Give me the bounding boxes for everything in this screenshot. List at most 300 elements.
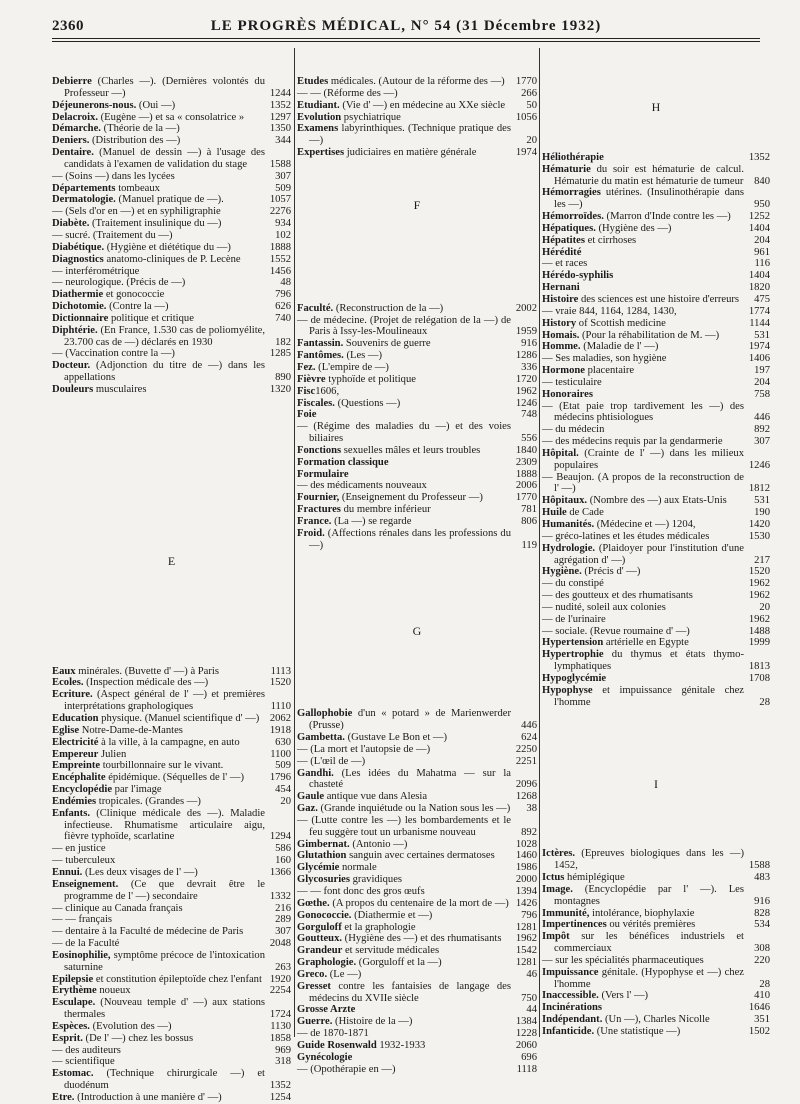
index-entry [542,294,770,306]
entry-page-number: 1366 [269,866,291,878]
entry-description: (Oui —) [136,99,176,111]
entry-description: sexuelles mâles et leurs troubles [341,444,481,456]
index-entry [542,164,770,188]
entry-text [542,401,744,425]
entry-description: (Antonio —) [349,838,408,850]
entry-page-number: 2250 [515,743,537,755]
entry-page-number: 950 [754,199,770,211]
entry-headword: Gambetta. [297,732,345,743]
entry-description: typhoïde et politique [325,373,416,385]
entry-text [52,666,265,678]
entry-text [52,1056,265,1068]
entry-description: Julien [98,748,127,760]
entry-text [297,457,511,469]
entry-headword: Hypertrophie [542,649,604,661]
page-number: 2360 [52,18,84,34]
index-entry [52,384,291,396]
index-entry [297,480,537,492]
entry-description: physique. (Manuel scientifique d' —) [98,713,260,724]
entry-text [52,879,265,903]
entry-page-number: 1294 [269,831,291,843]
index-entry [542,884,770,908]
entry-description: — testiculaire [542,376,602,388]
index-entry [297,1004,537,1016]
entry-text [52,725,265,737]
entry-text [297,768,511,792]
index-entry [542,955,770,967]
entry-text [52,171,265,183]
index-entry [542,1002,770,1014]
entry-headword: Docteur. [52,360,91,372]
entry-page-number: 344 [275,135,291,147]
entry-text [52,997,265,1021]
entry-page-number: 1962 [748,590,770,602]
entry-page-number: 1244 [269,87,291,99]
index-entry [52,348,291,360]
entry-text [52,808,265,844]
entry-text [52,677,265,689]
entry-description: psychiatrique [341,111,401,123]
index-entry [297,732,537,744]
entry-headword: Guerre. [297,1016,333,1028]
entry-text [297,1028,511,1040]
entry-page-number: 1426 [515,897,537,909]
entry-headword: Electricité [52,736,99,748]
index-entry [52,749,291,761]
entry-description: (Les deux visages de l' —) [82,866,198,878]
entry-text [297,910,511,922]
entry-page-number: 483 [754,872,770,884]
entry-headword: Expertises [297,147,345,159]
entry-headword: Homais. [542,329,580,341]
index-entry [297,88,537,100]
entry-page-number: 1488 [748,625,770,637]
index-entry [297,910,537,922]
entry-page-number: 509 [275,760,291,772]
index-entry [542,908,770,920]
entry-headword: Incinérations [542,1002,603,1014]
entry-page-number: 1297 [269,111,291,123]
entry-page-number: 160 [275,855,291,867]
index-entry [542,341,770,353]
entry-description: et impuissance génitale chez l'homme [554,684,744,708]
index-entry [52,266,291,278]
entry-text [297,147,511,159]
index-entry [52,242,291,254]
entry-headword: Impertinences [542,919,607,931]
entry-description: artérielle en Egypte [603,637,689,649]
entry-description: et servitude médicales [342,945,440,957]
entry-headword: Ictères. [542,848,576,860]
entry-page-number: 828 [754,907,770,919]
entry-page-number: 1113 [270,665,291,677]
entry-page-number: 1974 [515,147,537,159]
entry-page-number: 102 [275,229,291,241]
entry-description: — interférométrique [52,265,140,277]
entry-headword: Fiscales. [297,397,335,409]
entry-text [297,1016,511,1028]
entry-headword: Encéphalite [52,772,106,784]
entry-headword: Diabète. [52,218,90,230]
entry-page-number: 1404 [748,222,770,234]
entry-page-number: 307 [754,436,770,448]
entry-text [542,673,744,685]
entry-page-number: 1542 [515,945,537,957]
entry-text [542,531,744,543]
entry-page-number: 1520 [269,677,291,689]
entry-text [297,398,511,410]
entry-description: (Hygiène et diététique du —) [104,241,231,253]
entry-description: (Encyclopédie par l' —). Les montagnes [554,883,744,907]
entry-description: — de médecine. (Projet de relégation de la —) de Paris à Issy-les-Moulineaux [297,314,511,338]
entry-headword: Deniers. [52,135,90,147]
entry-description: (Technique chirurgicale —) et duodénum [64,1068,265,1092]
entry-description: (Médecine et —) 1204, [594,519,696,530]
entry-description: gravidiques [349,874,403,886]
entry-description: — de 1870-1871 [297,1028,369,1040]
index-entry [297,100,537,112]
index-entry [52,737,291,749]
index-entry [542,448,770,472]
entry-description: (Introduction à une manière d' —) [74,1092,222,1103]
index-entry [52,796,291,808]
index-entry [52,1021,291,1033]
entry-description: — (Régime des maladies du —) et des voies biliaires [297,421,511,445]
index-entry [542,685,770,709]
entry-headword: Hérédo-syphilis [542,270,614,282]
entry-text [52,749,265,761]
index-entry [297,945,537,957]
entry-text [52,325,265,349]
entry-text [52,760,265,772]
entry-text [52,950,265,974]
entry-description: — du médecin [542,424,605,436]
entry-description: (Ce que devrait être le programme de l' —) secondaire [64,878,265,902]
section-letter-f: F [413,197,421,212]
entry-description: musculaires [93,383,147,395]
entry-description: (Les —) [343,350,383,362]
entry-description: ou vérités premières [606,919,696,931]
entry-headword: Hépatites [542,234,585,246]
entry-headword: Hémorragies [542,187,601,199]
index-entry [52,1056,291,1068]
entry-page-number: 2006 [515,480,537,492]
index-entry [297,374,537,386]
entry-headword: Debierre [52,76,92,87]
index-entry [297,768,537,792]
entry-page-number: 1552 [269,253,291,265]
entry-description: — sociale. (Revue roumaine d' —) [542,625,690,637]
entry-text [297,362,511,374]
entry-text [542,306,744,318]
entry-headword: Eglise [52,724,80,736]
entry-headword: Ecoles. [52,677,84,689]
entry-text [542,602,744,614]
entry-description: — des médicaments nouveaux [297,480,427,492]
entry-description: (Gorguloff et la —) [356,957,442,969]
entry-page-number: 796 [521,909,537,921]
entry-page-number: 263 [275,961,291,973]
index-entry [297,969,537,981]
index-entry [542,507,770,519]
entry-headword: Dermatologie. [52,194,116,206]
index-entry [52,867,291,879]
entry-page-number: 307 [275,170,291,182]
entry-headword: Honoraires [542,388,594,400]
entry-page-number: 696 [521,1051,537,1063]
entry-headword: Inaccessible. [542,990,599,1002]
index-entry [542,673,770,685]
entry-page-number: 892 [754,424,770,436]
entry-text [297,981,511,1005]
entry-headword: Fonctions [297,444,342,456]
entry-page-number: 916 [521,338,537,350]
entry-description: Souvenirs de guerre [343,338,431,350]
entry-headword: Grandeur [297,945,343,957]
entry-page-number: 1144 [749,317,770,329]
entry-description: anatomo-cliniques de P. Lecène [103,253,241,265]
entry-page-number: 1530 [748,530,770,542]
entry-page-number: 2062 [269,713,291,724]
entry-page-number: 2251 [515,755,537,767]
entry-page-number: 1888 [515,468,537,480]
entry-page-number: 44 [526,1004,537,1016]
entry-description: des sciences est une histoire d'erreurs [578,293,740,305]
entry-description: du thymus et états thymo-lymphatiques [554,649,744,673]
index-entry [297,398,537,410]
entry-text [297,957,511,969]
entry-page-number: 204 [754,376,770,388]
index-entry [52,725,291,737]
index-entry [297,350,537,362]
entry-page-number: 307 [275,926,291,938]
column-divider [294,48,295,1037]
entry-description: (De l' —) chez les bossus [82,1032,194,1044]
entry-description: génitale. (Hypophyse et —) chez l'homme [554,966,744,990]
entry-headword: Diathermie [52,289,104,301]
index-entry [542,472,770,496]
index-entry [297,922,537,934]
entry-description: placentaire [584,365,635,377]
entry-headword: Déjeunerons-nous. [52,99,137,111]
entry-description: — des goutteux et des rhumatisants [542,590,693,602]
index-entry [52,1033,291,1045]
entry-headword: Hormone [542,365,585,377]
entry-page-number: 806 [521,515,537,527]
entry-headword: Epilepsie [52,973,94,985]
entry-headword: Hypertension [542,637,604,649]
entry-text [542,1014,744,1026]
entry-description: — sur les spécialités pharmaceutiques [542,954,704,966]
entry-text [542,258,744,270]
entry-headword: Impuissance [542,966,599,978]
index-entry [52,808,291,844]
entry-headword: Grosse Arzte [297,1004,356,1016]
index-entry [297,1052,537,1064]
index-entry [542,519,770,531]
entry-page-number: 220 [754,954,770,966]
entry-description: — sucré. (Traitement du —) [52,229,173,241]
entry-text [52,985,265,997]
entry-headword: Gonococcie. [297,909,352,921]
index-entry [297,147,537,159]
entry-page-number: 624 [521,732,537,743]
index-entry [297,1064,537,1076]
index-entry [297,1040,537,1052]
index-entry [52,313,291,325]
entry-page-number: 1100 [270,748,291,760]
index-entry [542,967,770,991]
entry-text [542,578,744,590]
index-entry [297,528,537,552]
entry-page-number: 840 [754,175,770,187]
entry-text [297,945,511,957]
index-entry [52,914,291,926]
entry-text [52,689,265,713]
entry-page-number: 410 [754,990,770,1002]
entry-headword: Fournier, [297,492,340,504]
entry-page-number: 1281 [515,957,537,969]
entry-text [52,254,265,266]
entry-description: (Précis d' —) [581,566,641,578]
entry-text [52,713,265,725]
entry-description: — (Soins —) dans les lycées [52,170,175,182]
entry-text [542,211,744,223]
entry-headword: Infanticide. [542,1026,595,1037]
index-entry [52,997,291,1021]
entry-page-number: 1254 [269,1092,291,1103]
entry-text [52,914,265,926]
entry-description: — du constipé [542,578,604,590]
entry-page-number: 2309 [515,456,537,468]
entry-page-number: 266 [521,87,537,99]
index-entry [542,1014,770,1026]
entry-text [542,543,744,567]
index-entry [542,578,770,590]
entry-page-number: 1646 [748,1002,770,1014]
entry-page-number: 1774 [748,305,770,317]
entry-page-number: 318 [275,1056,291,1068]
entry-page-number: 46 [526,968,537,980]
entry-page-number: 1350 [269,123,291,135]
index-entry [297,315,537,339]
entry-headword: Ictus [542,872,565,884]
entry-page-number: 1246 [748,459,770,471]
entry-description: (Reconstruction de la —) [333,302,444,314]
entry-page-number: 758 [754,388,770,400]
entry-text [542,685,744,709]
entry-headword: Etudiant. [297,99,340,111]
index-entry [542,649,770,673]
index-entry [542,365,770,377]
entry-text [297,421,511,445]
entry-headword: Froid. [297,527,325,539]
index-entry [52,950,291,974]
entry-description: (Evolution des —) [89,1020,172,1032]
entry-page-number: 2060 [515,1039,537,1051]
entry-description: — scientifique [52,1056,115,1068]
entry-description: (Distribution des —) [89,135,181,147]
entry-headword: Huile [542,507,567,519]
index-entry [52,843,291,855]
entry-text [297,886,511,898]
entry-page-number: 1406 [748,353,770,365]
entry-headword: Image. [542,883,573,895]
entry-headword: Immunité, [542,907,590,919]
entry-page-number: 1840 [515,444,537,456]
index-entry [297,469,537,481]
entry-description: (Pour la réhabilitation de M. —) [579,329,720,341]
entry-headword: Encyclopédie [52,784,113,796]
index-entry [542,566,770,578]
entry-page-number: 1974 [748,341,770,353]
entry-text [52,1068,265,1092]
entry-page-number: 216 [275,902,291,914]
entry-text [52,784,265,796]
entry-page-number: 1281 [515,921,537,933]
page-header [52,6,760,46]
entry-page-number: 740 [275,312,291,324]
entry-page-number: 796 [275,289,291,301]
entry-description: tombeaux [115,182,160,194]
entry-description: (Gustave Le Bon et —) [344,732,448,743]
index-entry [297,815,537,839]
entry-headword: Endémies [52,795,97,807]
entry-page-number: 1404 [748,270,770,282]
entry-text [52,1033,265,1045]
entry-headword: Impôt [542,931,570,943]
entry-description: de Cade [566,507,604,519]
entry-page-number: 1770 [515,492,537,504]
index-entry [297,492,537,504]
entry-text [52,218,265,230]
index-entry [297,850,537,862]
entry-text [542,931,744,955]
entry-text [542,377,744,389]
entry-text [297,504,511,516]
entry-description: (Questions —) [334,397,401,409]
entry-text [542,590,744,602]
entry-page-number: 1285 [269,348,291,360]
entry-headword: Douleurs [52,383,94,395]
index-entry [52,135,291,147]
entry-text [542,990,744,1002]
entry-description: sanguin avec certaines dermatoses [346,850,495,862]
index-entry [297,421,537,445]
index-entry [297,898,537,910]
entry-headword: Goutteux. [297,933,343,945]
entry-headword: Greco. [297,968,328,980]
entry-page-number: 1352 [269,99,291,111]
entry-text [297,744,511,756]
index-entry [542,377,770,389]
entry-text [297,732,511,744]
entry-page-number: 630 [275,736,291,748]
index-entry [297,756,537,768]
entry-description: (Histoire de la —) [332,1016,413,1028]
entry-text [52,843,265,855]
entry-description: par l'image [112,784,162,796]
entry-text [542,353,744,365]
index-entry [542,258,770,270]
entry-page-number: 1332 [269,890,291,902]
entry-text [52,938,265,950]
entry-page-number: 1770 [515,76,537,87]
entry-headword: Hématurie [542,163,591,175]
entry-text [542,848,744,872]
index-entry [52,784,291,796]
entry-description: (Théorie de la —) [100,123,180,135]
